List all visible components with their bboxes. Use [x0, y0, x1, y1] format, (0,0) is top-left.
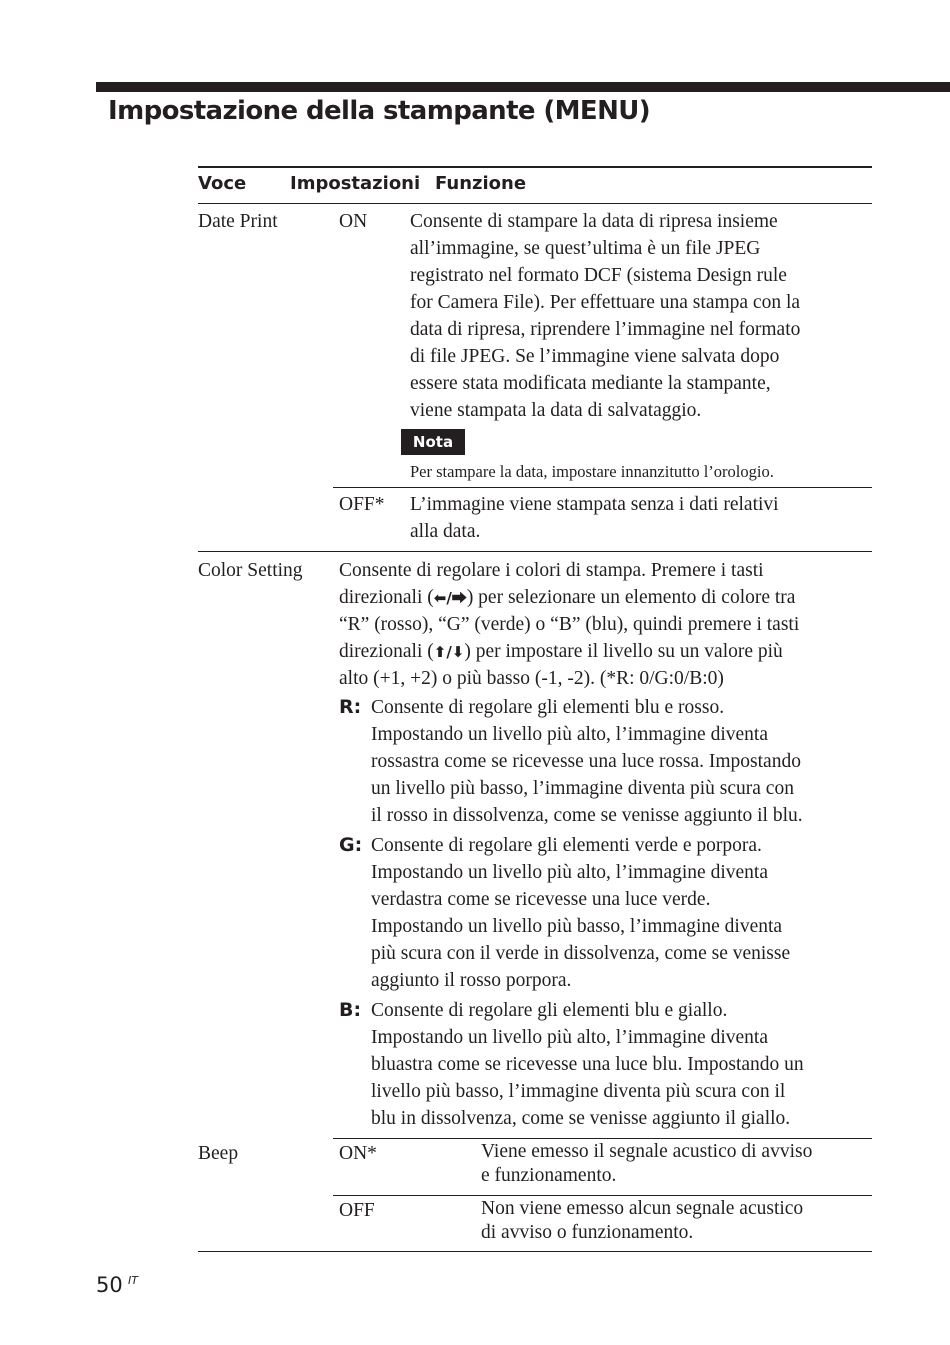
- g-line: verdastra come se ricevesse una luce verde.: [371, 889, 711, 910]
- header-bottom-rule: [198, 203, 872, 204]
- function-line: all’immagine, se quest’ultima è un file JPEG: [410, 238, 761, 259]
- b-line: Consente di regolare gli elementi blu e giallo.: [371, 1000, 728, 1021]
- table-bottom-rule: [198, 1251, 872, 1252]
- color-setting-line: direzionali (⬆/⬇) per impostare il livello su un valore più: [339, 638, 783, 666]
- up-down-arrows-icon: ⬆/⬇: [433, 643, 465, 661]
- color-setting-line: alto (+1, +2) o più basso (-1, -2). (*R: 0/G:0/B:0): [339, 668, 724, 689]
- function-line: di avviso o funzionamento.: [481, 1222, 694, 1243]
- page-number: 50: [96, 1273, 123, 1297]
- r-label: R:: [339, 696, 362, 718]
- date-print-inner-rule: [333, 487, 872, 488]
- r-line: un livello più basso, l’immagine diventa più scura con: [371, 778, 794, 799]
- function-line: registrato nel formato DCF (sistema Design rule: [410, 265, 787, 286]
- note-badge: Nota: [401, 429, 465, 455]
- function-line: for Camera File). Per effettuare una stampa con la: [410, 292, 801, 313]
- item-beep: Beep: [198, 1143, 239, 1164]
- header-bar: [96, 82, 950, 92]
- r-line: Impostando un livello più alto, l’immagine diventa: [371, 724, 768, 745]
- table-top-rule: [198, 166, 872, 168]
- item-date-print: Date Print: [198, 211, 278, 232]
- function-line: Non viene emesso alcun segnale acustico: [481, 1198, 804, 1219]
- function-line: e funzionamento.: [481, 1165, 617, 1186]
- setting-on: ON: [339, 211, 368, 232]
- g-line: Consente di regolare gli elementi verde e porpora.: [371, 835, 762, 856]
- function-line: Consente di stampare la data di ripresa insieme: [410, 211, 778, 232]
- page-language: IT: [128, 1274, 138, 1287]
- color-setting-line: direzionali (⬅/⮕) per selezionare un elemento di colore tra: [339, 584, 795, 612]
- function-line: Viene emesso il segnale acustico di avviso: [481, 1141, 813, 1162]
- function-line: L’immagine viene stampata senza i dati relativi: [410, 494, 779, 515]
- setting-on: ON*: [339, 1143, 377, 1164]
- setting-off: OFF: [339, 1200, 375, 1221]
- function-line: di file JPEG. Se l’immagine viene salvata dopo: [410, 346, 780, 367]
- left-right-arrows-icon: ⬅/⮕: [433, 589, 467, 607]
- note-text: Per stampare la data, impostare innanzitutto l’orologio.: [410, 462, 774, 481]
- setting-off: OFF*: [339, 494, 385, 515]
- b-line: bluastra come se ricevesse una luce blu. Impostando un: [371, 1054, 804, 1075]
- row-rule: [198, 551, 872, 552]
- r-line: il rosso in dissolvenza, come se venisse aggiunto il blu.: [371, 805, 803, 826]
- item-color-setting: Color Setting: [198, 560, 303, 581]
- g-line: aggiunto il rosso porpora.: [371, 970, 572, 991]
- r-line: rossastra come se ricevesse una luce rossa. Impostando: [371, 751, 801, 772]
- beep-inner-rule: [333, 1195, 872, 1196]
- page-title: Impostazione della stampante (MENU): [108, 96, 651, 126]
- function-line: viene stampata la data di salvataggio.: [410, 400, 702, 421]
- color-setting-line: “R” (rosso), “G” (verde) o “B” (blu), quindi premere i tasti: [339, 614, 800, 635]
- g-line: più scura con il verde in dissolvenza, come se venisse: [371, 943, 791, 964]
- g-label: G:: [339, 834, 363, 856]
- r-line: Consente di regolare gli elementi blu e rosso.: [371, 697, 725, 718]
- function-line: data di ripresa, riprendere l’immagine nel formato: [410, 319, 801, 340]
- b-label: B:: [339, 999, 362, 1021]
- function-line: alla data.: [410, 521, 481, 542]
- b-line: Impostando un livello più alto, l’immagine diventa: [371, 1027, 768, 1048]
- function-line: essere stata modificata mediante la stampante,: [410, 373, 771, 394]
- column-header-funzione: Funzione: [435, 173, 527, 194]
- g-line: Impostando un livello più basso, l’immagine diventa: [371, 916, 783, 937]
- color-setting-inner-rule: [333, 1138, 872, 1139]
- b-line: livello più basso, l’immagine diventa più scura con il: [371, 1081, 786, 1102]
- column-header-impostazioni: Impostazioni: [290, 173, 421, 194]
- column-header-voce: Voce: [198, 173, 247, 194]
- color-setting-line: Consente di regolare i colori di stampa. Premere i tasti: [339, 560, 764, 581]
- b-line: blu in dissolvenza, come se venisse aggiunto il giallo.: [371, 1108, 791, 1129]
- g-line: Impostando un livello più alto, l’immagine diventa: [371, 862, 768, 883]
